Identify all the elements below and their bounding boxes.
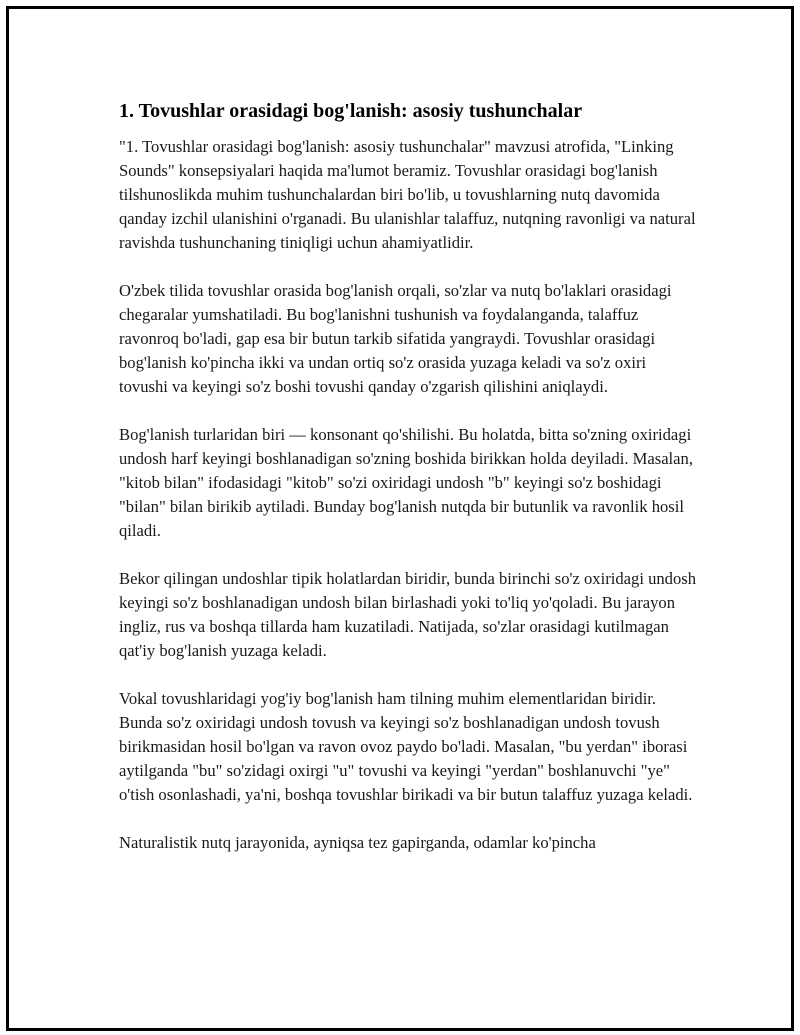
page-frame <box>6 6 794 1031</box>
paragraph-natural-speech: Naturalistik nutq jarayonida, ayniqsa tez gapirganda, odamlar ko'pincha <box>119 833 596 852</box>
document-body <box>119 97 699 879</box>
paragraph-consonant-joining: Bog'lanish turlaridan biri — konsonant qo'shilishi. Bu holatda, bitta so'zning oxiridagi undosh harf keyingi boshlanadigan so'zning boshida birikkan holda deyiladi. Masalan, "kitob bilan" ifodasidagi "kitob" so'zi oxiridagi undosh "b" keyingi so'z boshidagi "bilan" bilan birikib aytiladi. Bunday bog'lanish nutqda bir butunlik va ravonlik hosil qiladi. <box>119 425 693 540</box>
paragraph-uzbek-linking: O'zbek tilida tovushlar orasida bog'lanish orqali, so'zlar va nutq bo'laklari orasidagi chegaralar yumshatiladi. Bu bog'lanishni tushunish va foydalanganda, talaffuz ravonroq bo'ladi, gap esa bir butun tarkib sifatida yangraydi. Tovushlar orasidagi bog'lanish ko'pincha ikki va undan ortiq so'z orasida yuzaga keladi va so'z oxiri tovushi va keyingi so'z boshi tovushi qanday o'zgarish qilishini aniqlaydi. <box>119 281 672 396</box>
section-heading: 1. Tovushlar orasidagi bog'lanish: asosiy tushunchalar <box>119 100 583 122</box>
paragraph-dropped-consonants: Bekor qilingan undoshlar tipik holatlardan biridir, bunda birinchi so'z oxiridagi undosh keyingi so'z boshlanadigan undosh bilan birlashadi yoki to'liq yo'qoladi. Bu jarayon ingliz, rus va boshqa tillarda ham kuzatiladi. Natijada, so'zlar orasidagi kutilmagan qat'iy bog'lanish yuzaga keladi. <box>119 569 697 660</box>
paragraph-intro: "1. Tovushlar orasidagi bog'lanish: asosiy tushunchalar" mavzusi atrofida, "Linking Sounds" konsepsiyalari haqida ma'lumot beramiz. Tovushlar orasidagi bog'lanish tilshunoslikda muhim tushunchalardan biri bo'lib, u tovushlarning nutq davomida qanday izchil ulanishini o'rganadi. Bu ulanishlar talaffuz, nutqning ravonligi va natural ravishda tushunchaning tiniqligi uchun ahamiyatlidir. <box>119 137 696 252</box>
paragraph-vowel-linking: Vokal tovushlaridagi yog'iy bog'lanish ham tilning muhim elementlaridan biridir. Bunda so'z oxiridagi undosh tovush va keyingi so'z boshlanadigan undosh tovush birikmasidan hosil bo'lgan va ravon ovoz paydo bo'ladi. Masalan, "bu yerdan" iborasi aytilganda "bu" so'zidagi oxirgi "u" tovushi va keyingi "yerdan" boshlanuvchi "ye" o'tish osonlashadi, ya'ni, boshqa tovushlar birikadi va bir butun talaffuz yuzaga keladi. <box>119 689 693 804</box>
